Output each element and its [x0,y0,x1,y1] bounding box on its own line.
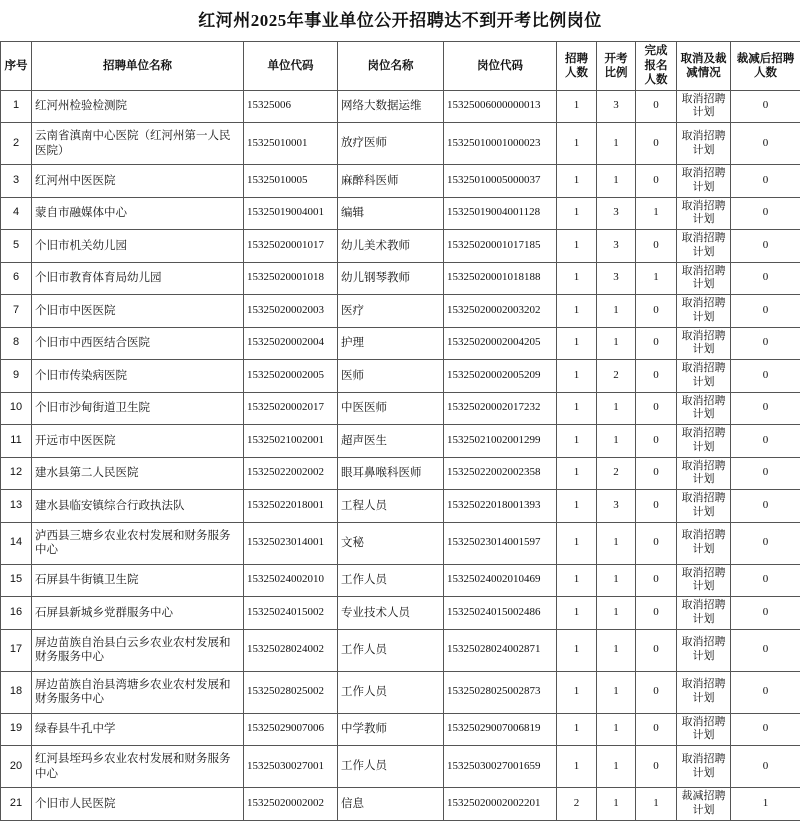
cell-seq: 11 [1,425,32,458]
cell-hire-count: 1 [557,671,597,713]
cell-exam-ratio: 1 [597,788,636,821]
cell-unit-code: 15325020002005 [244,360,338,393]
cell-hire-count: 1 [557,360,597,393]
cell-seq: 20 [1,746,32,788]
cell-post-code: 15325006000000013 [444,90,557,123]
cell-unit-code: 15325006 [244,90,338,123]
cell-applicant-count: 0 [636,522,677,564]
cell-post-name: 幼儿钢琴教师 [338,262,444,295]
cell-exam-ratio: 1 [597,713,636,746]
cell-hire-count: 1 [557,123,597,165]
cell-unit-code: 15325028024002 [244,629,338,671]
cell-unit-code: 15325020001018 [244,262,338,295]
cell-exam-ratio: 1 [597,564,636,597]
cell-post-name: 工作人员 [338,629,444,671]
cell-status-text: 取消招聘计划 [677,713,731,746]
table-row [1,713,800,746]
cell-unit-name: 石屏县牛街镇卫生院 [32,564,244,597]
cell-unit-name: 红河州中医医院 [32,165,244,198]
cell-post-code: 15325010005000037 [444,165,557,198]
cell-seq: 19 [1,713,32,746]
cell-post-code: 15325020002005209 [444,360,557,393]
cell-post-code: 15325022002002358 [444,457,557,490]
cell-post-code: 15325020002004205 [444,327,557,360]
cell-status-text: 取消招聘计划 [677,262,731,295]
cell-seq: 18 [1,671,32,713]
cell-unit-code: 15325030027001 [244,746,338,788]
cell-unit-name: 个旧市人民医院 [32,788,244,821]
cell-status-text: 取消招聘计划 [677,671,731,713]
cell-unit-name: 个旧市中医医院 [32,295,244,328]
cell-seq: 7 [1,295,32,328]
cell-unit-name: 个旧市传染病医院 [32,360,244,393]
cell-exam-ratio: 2 [597,360,636,393]
cell-after-count: 0 [731,713,800,746]
cell-status-text: 取消招聘计划 [677,90,731,123]
cell-unit-code: 15325028025002 [244,671,338,713]
cell-applicant-count: 0 [636,597,677,630]
cell-status-text: 取消招聘计划 [677,360,731,393]
cell-post-code: 15325020001018188 [444,262,557,295]
cell-after-count: 0 [731,392,800,425]
cell-post-code: 15325020002002201 [444,788,557,821]
cell-unit-name: 蒙自市融媒体中心 [32,197,244,230]
table-row [1,90,800,123]
cell-applicant-count: 1 [636,788,677,821]
cell-after-count: 0 [731,629,800,671]
cell-status-text: 取消招聘计划 [677,490,731,523]
cell-status-text: 取消招聘计划 [677,295,731,328]
cell-unit-code: 15325024015002 [244,597,338,630]
cell-exam-ratio: 3 [597,90,636,123]
cell-unit-code: 15325029007006 [244,713,338,746]
cell-applicant-count: 0 [636,90,677,123]
cell-after-count: 0 [731,522,800,564]
cell-exam-ratio: 1 [597,123,636,165]
cell-post-code: 15325023014001597 [444,522,557,564]
cell-hire-count: 2 [557,788,597,821]
cell-post-name: 工作人员 [338,746,444,788]
cell-post-name: 医师 [338,360,444,393]
cell-status-text: 取消招聘计划 [677,327,731,360]
cell-applicant-count: 0 [636,746,677,788]
cell-post-code: 15325030027001659 [444,746,557,788]
cell-unit-name: 建水县临安镇综合行政执法队 [32,490,244,523]
cell-seq: 12 [1,457,32,490]
cell-unit-code: 15325010001 [244,123,338,165]
cell-unit-code: 15325024002010 [244,564,338,597]
table-row [1,230,800,263]
cell-hire-count: 1 [557,629,597,671]
cell-applicant-count: 0 [636,327,677,360]
table-row [1,629,800,671]
cell-unit-name: 石屏县新城乡党群服务中心 [32,597,244,630]
column-header-unit: 招聘单位名称 [32,42,244,90]
cell-post-name: 网络大数据运维 [338,90,444,123]
cell-post-code: 15325020002003202 [444,295,557,328]
column-header-applicants: 完成报名人数 [636,42,677,90]
column-header-post-code: 岗位代码 [444,42,557,90]
cell-post-name: 中医医师 [338,392,444,425]
table-row [1,262,800,295]
cell-after-count: 0 [731,564,800,597]
column-header-unit-code: 单位代码 [244,42,338,90]
cell-hire-count: 1 [557,262,597,295]
table-row [1,392,800,425]
cell-status-text: 取消招聘计划 [677,392,731,425]
table-header [1,42,800,90]
cell-applicant-count: 0 [636,629,677,671]
cell-post-code: 15325010001000023 [444,123,557,165]
cell-post-code: 15325028025002873 [444,671,557,713]
cell-unit-name: 个旧市机关幼儿园 [32,230,244,263]
cell-post-name: 工作人员 [338,564,444,597]
cell-hire-count: 1 [557,457,597,490]
cell-post-name: 超声医生 [338,425,444,458]
cell-exam-ratio: 1 [597,522,636,564]
cell-exam-ratio: 3 [597,230,636,263]
cell-seq: 17 [1,629,32,671]
cell-seq: 10 [1,392,32,425]
cell-hire-count: 1 [557,425,597,458]
cell-after-count: 0 [731,295,800,328]
cell-status-text: 取消招聘计划 [677,597,731,630]
cell-after-count: 0 [731,327,800,360]
cell-post-name: 眼耳鼻喉科医师 [338,457,444,490]
cell-exam-ratio: 1 [597,165,636,198]
cell-status-text: 取消招聘计划 [677,564,731,597]
cell-exam-ratio: 3 [597,490,636,523]
cell-unit-name: 云南省滇南中心医院（红河州第一人民医院） [32,123,244,165]
cell-after-count: 0 [731,90,800,123]
cell-seq: 9 [1,360,32,393]
cell-post-name: 幼儿美术教师 [338,230,444,263]
table-row [1,327,800,360]
cell-applicant-count: 0 [636,490,677,523]
cell-post-name: 编辑 [338,197,444,230]
page-title: 红河州2025年事业单位公开招聘达不到开考比例岗位 [198,11,602,30]
cell-hire-count: 1 [557,295,597,328]
cell-seq: 14 [1,522,32,564]
cell-hire-count: 1 [557,327,597,360]
table-row [1,360,800,393]
cell-unit-code: 15325019004001 [244,197,338,230]
cell-post-code: 15325020002017232 [444,392,557,425]
cell-unit-code: 15325020001017 [244,230,338,263]
cell-unit-code: 15325021002001 [244,425,338,458]
cell-unit-name: 绿春县牛孔中学 [32,713,244,746]
column-header-status: 取消及裁减情况 [677,42,731,90]
table-row [1,597,800,630]
cell-unit-code: 15325022002002 [244,457,338,490]
cell-after-count: 0 [731,425,800,458]
cell-seq: 13 [1,490,32,523]
cell-unit-name: 开远市中医医院 [32,425,244,458]
cell-after-count: 0 [731,197,800,230]
table-row [1,564,800,597]
cell-unit-code: 15325020002017 [244,392,338,425]
cell-exam-ratio: 1 [597,746,636,788]
cell-seq: 4 [1,197,32,230]
column-header-exam-ratio: 开考比例 [597,42,636,90]
cell-post-code: 15325019004001128 [444,197,557,230]
cell-hire-count: 1 [557,230,597,263]
cell-unit-name: 红河县垤玛乡农业农村发展和财务服务中心 [32,746,244,788]
cell-status-text: 取消招聘计划 [677,230,731,263]
table-row [1,197,800,230]
cell-status-text: 取消招聘计划 [677,197,731,230]
cell-post-name: 文秘 [338,522,444,564]
table-row [1,123,800,165]
cell-post-code: 15325024015002486 [444,597,557,630]
cell-seq: 3 [1,165,32,198]
cell-seq: 8 [1,327,32,360]
cell-applicant-count: 0 [636,564,677,597]
table-row [1,671,800,713]
cell-hire-count: 1 [557,713,597,746]
table-row [1,425,800,458]
column-header-seq: 序号 [1,42,32,90]
cell-unit-code: 15325022018001 [244,490,338,523]
cell-hire-count: 1 [557,165,597,198]
cell-exam-ratio: 3 [597,262,636,295]
cell-exam-ratio: 1 [597,295,636,328]
cell-seq: 6 [1,262,32,295]
cell-post-name: 专业技术人员 [338,597,444,630]
cell-unit-code: 15325023014001 [244,522,338,564]
cell-after-count: 0 [731,230,800,263]
recruitment-table [0,41,800,820]
cell-exam-ratio: 2 [597,457,636,490]
cell-seq: 5 [1,230,32,263]
cell-post-name: 护理 [338,327,444,360]
cell-unit-code: 15325020002004 [244,327,338,360]
cell-hire-count: 1 [557,392,597,425]
cell-unit-name: 个旧市沙甸街道卫生院 [32,392,244,425]
cell-exam-ratio: 1 [597,392,636,425]
header-row [1,42,800,90]
table-row [1,490,800,523]
cell-exam-ratio: 3 [597,197,636,230]
cell-applicant-count: 0 [636,123,677,165]
cell-status-text: 裁减招聘计划 [677,788,731,821]
cell-applicant-count: 0 [636,457,677,490]
cell-post-name: 信息 [338,788,444,821]
cell-applicant-count: 0 [636,360,677,393]
cell-seq: 16 [1,597,32,630]
cell-after-count: 0 [731,165,800,198]
cell-unit-name: 个旧市教育体育局幼儿园 [32,262,244,295]
cell-status-text: 取消招聘计划 [677,746,731,788]
cell-applicant-count: 0 [636,392,677,425]
cell-after-count: 0 [731,671,800,713]
cell-hire-count: 1 [557,564,597,597]
cell-hire-count: 1 [557,90,597,123]
cell-seq: 21 [1,788,32,821]
cell-post-code: 15325020001017185 [444,230,557,263]
table-row [1,165,800,198]
cell-applicant-count: 0 [636,295,677,328]
column-header-hire-count: 招聘人数 [557,42,597,90]
cell-seq: 1 [1,90,32,123]
table-row [1,522,800,564]
cell-status-text: 取消招聘计划 [677,629,731,671]
cell-unit-name: 红河州检验检测院 [32,90,244,123]
cell-seq: 15 [1,564,32,597]
cell-exam-ratio: 1 [597,671,636,713]
cell-applicant-count: 0 [636,230,677,263]
column-header-post: 岗位名称 [338,42,444,90]
cell-exam-ratio: 1 [597,629,636,671]
cell-after-count: 0 [731,746,800,788]
cell-hire-count: 1 [557,522,597,564]
cell-post-name: 医疗 [338,295,444,328]
cell-post-name: 工作人员 [338,671,444,713]
cell-status-text: 取消招聘计划 [677,522,731,564]
table-body [1,90,800,820]
cell-applicant-count: 0 [636,713,677,746]
cell-after-count: 0 [731,457,800,490]
cell-applicant-count: 1 [636,262,677,295]
cell-post-code: 15325024002010469 [444,564,557,597]
cell-after-count: 0 [731,123,800,165]
cell-unit-name: 个旧市中西医结合医院 [32,327,244,360]
cell-unit-name: 屏边苗族自治县湾塘乡农业农村发展和财务服务中心 [32,671,244,713]
cell-after-count: 0 [731,262,800,295]
cell-unit-name: 建水县第二人民医院 [32,457,244,490]
cell-after-count: 1 [731,788,800,821]
cell-hire-count: 1 [557,490,597,523]
cell-post-name: 中学教师 [338,713,444,746]
cell-status-text: 取消招聘计划 [677,457,731,490]
cell-hire-count: 1 [557,746,597,788]
cell-post-name: 麻醉科医师 [338,165,444,198]
cell-unit-name: 泸西县三塘乡农业农村发展和财务服务中心 [32,522,244,564]
cell-post-code: 15325028024002871 [444,629,557,671]
cell-unit-name: 屏边苗族自治县白云乡农业农村发展和财务服务中心 [32,629,244,671]
cell-status-text: 取消招聘计划 [677,165,731,198]
cell-status-text: 取消招聘计划 [677,425,731,458]
cell-post-name: 工程人员 [338,490,444,523]
cell-exam-ratio: 1 [597,597,636,630]
cell-applicant-count: 0 [636,165,677,198]
cell-applicant-count: 1 [636,197,677,230]
cell-post-code: 15325029007006819 [444,713,557,746]
column-header-after: 裁减后招聘人数 [731,42,800,90]
cell-unit-code: 15325020002003 [244,295,338,328]
cell-after-count: 0 [731,360,800,393]
cell-post-name: 放疗医师 [338,123,444,165]
cell-post-code: 15325021002001299 [444,425,557,458]
cell-status-text: 取消招聘计划 [677,123,731,165]
cell-exam-ratio: 1 [597,327,636,360]
cell-after-count: 0 [731,490,800,523]
table-row [1,788,800,821]
cell-exam-ratio: 1 [597,425,636,458]
table-row [1,295,800,328]
cell-applicant-count: 0 [636,671,677,713]
cell-applicant-count: 0 [636,425,677,458]
table-row [1,457,800,490]
cell-post-code: 15325022018001393 [444,490,557,523]
cell-hire-count: 1 [557,197,597,230]
cell-after-count: 0 [731,597,800,630]
table-row [1,746,800,788]
cell-unit-code: 15325020002002 [244,788,338,821]
cell-unit-code: 15325010005 [244,165,338,198]
cell-seq: 2 [1,123,32,165]
cell-hire-count: 1 [557,597,597,630]
